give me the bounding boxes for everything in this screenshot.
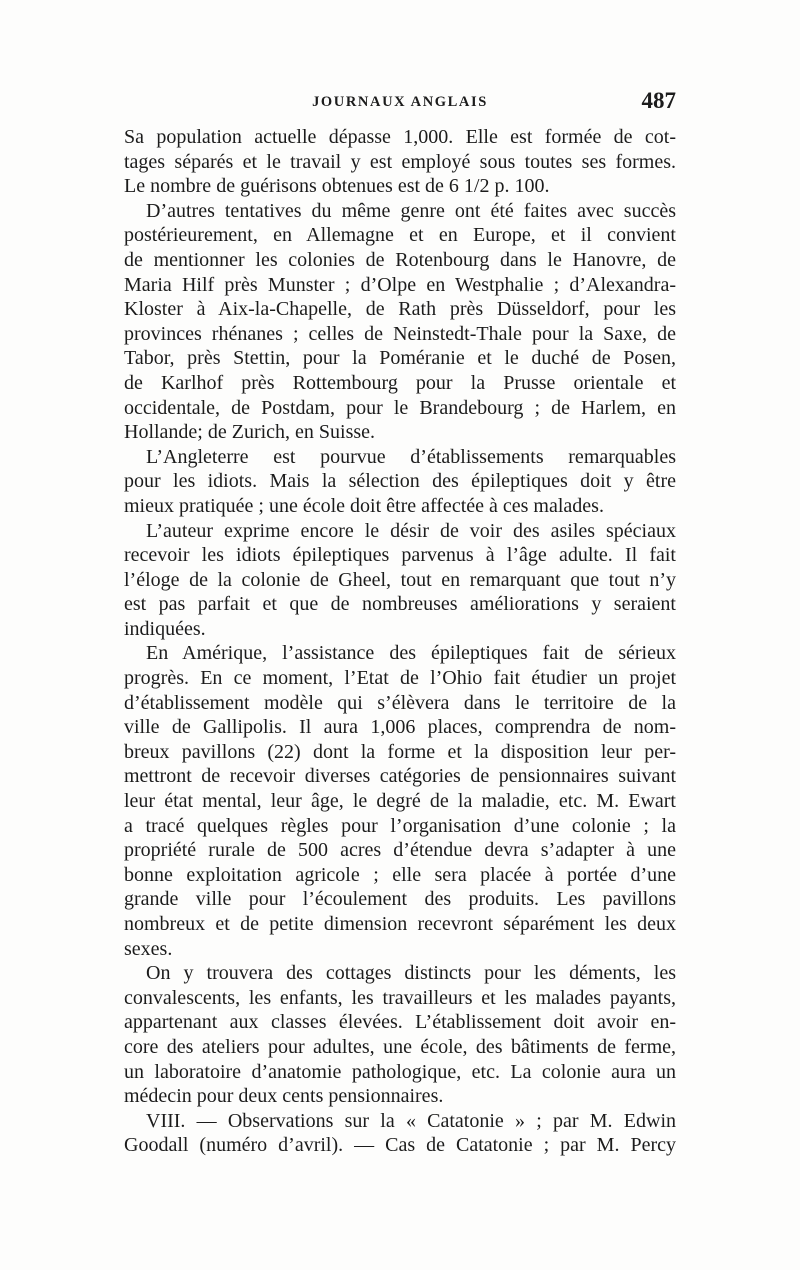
- page-number: 487: [641, 88, 676, 113]
- text-line: l’éloge de la colonie de Gheel, tout en remarquant que tout n’y: [124, 568, 676, 591]
- text-line: appartenant aux classes élevées. L’établissement doit avoir en-: [124, 1011, 676, 1034]
- text-line: Sa population actuelle dépasse 1,000. Elle est formée de cot-: [124, 126, 676, 148]
- text-line: Goodall (numéro d’avril). — Cas de Catatonie ; par M. Percy: [124, 1134, 676, 1157]
- text-line: nombreux et de petite dimension recevront séparément les deux: [124, 913, 676, 935]
- text-line: est pas parfait et que de nombreuses améliorations y seraient: [124, 593, 676, 616]
- text-line: progrès. En ce moment, l’Etat de l’Ohio fait étudier un projet: [124, 667, 676, 690]
- text-line: Kloster à Aix-la-Chapelle, de Rath près Düsseldorf, pour les: [124, 298, 676, 321]
- text-line: sexes.: [124, 937, 173, 960]
- text-line: de mentionner les colonies de Rotenbourg dans le Hanovre, de: [124, 248, 676, 271]
- text-line: breux pavillons (22) dont la forme et la disposition leur per-: [124, 740, 676, 763]
- text-line: a tracé quelques règles pour l’organisation d’une colonie ; la: [124, 814, 676, 837]
- text-line: Hollande; de Zurich, en Suisse.: [124, 421, 376, 444]
- text-line: ville de Gallipolis. Il aura 1,006 places, comprendra de nom-: [124, 716, 676, 739]
- text-line: D’autres tentatives du même genre ont été faites avec succès: [146, 199, 676, 222]
- text-line: Tabor, près Stettin, pour la Poméranie et le duché de Posen,: [124, 347, 676, 370]
- text-line: propriété rurale de 500 acres d’étendue devra s’adapter à une: [124, 839, 676, 862]
- text-line: un laboratoire d’anatomie pathologique, etc. La colonie aura un: [124, 1060, 676, 1083]
- running-head: [124, 88, 676, 122]
- text-line: de Karlhof près Rottembourg pour la Prusse orientale et: [124, 371, 676, 394]
- text-line: convalescents, les enfants, les travailleurs et les malades payants,: [124, 986, 676, 1009]
- text-line: occidentale, de Postdam, pour le Brandebourg ; de Harlem, en: [124, 396, 676, 419]
- text-line: En Amérique, l’assistance des épileptiques fait de sérieux: [146, 642, 676, 665]
- text-line: Le nombre de guérisons obtenues est de 6 1/2 p. 100.: [124, 175, 550, 198]
- text-line: core des ateliers pour adultes, une école, des bâtiments de ferme,: [124, 1035, 676, 1058]
- text-line: On y trouvera des cottages distincts pour les déments, les: [146, 962, 676, 985]
- text-line: provinces rhénanes ; celles de Neinstedt-Thale pour la Saxe, de: [124, 322, 676, 345]
- body-text: [124, 125, 676, 1158]
- text-line: tages séparés et le travail y est employé sous toutes ses formes.: [124, 150, 676, 173]
- running-title: JOURNAUX ANGLAIS: [312, 94, 488, 110]
- text-line: médecin pour deux cents pensionnaires.: [124, 1085, 444, 1108]
- text-line: bonne exploitation agricole ; elle sera placée à portée d’une: [124, 863, 676, 886]
- text-line: grande ville pour l’écoulement des produits. Les pavillons: [124, 888, 676, 911]
- text-line: d’établissement modèle qui s’élèvera dans le territoire de la: [124, 691, 676, 714]
- text-line: L’Angleterre est pourvue d’établissements remarquables: [146, 445, 676, 468]
- text-line: postérieurement, en Allemagne et en Europe, et il convient: [124, 224, 676, 247]
- text-line: L’auteur exprime encore le désir de voir des asiles spéciaux: [146, 519, 676, 542]
- text-line: pour les idiots. Mais la sélection des épileptiques doit y être: [124, 470, 676, 493]
- text-line: recevoir les idiots épileptiques parvenus à l’âge adulte. Il fait: [124, 544, 676, 567]
- text-line: leur état mental, leur âge, le degré de la maladie, etc. M. Ewart: [124, 790, 676, 813]
- text-line: mieux pratiquée ; une école doit être affectée à ces malades.: [124, 494, 604, 517]
- text-line: mettront de recevoir diverses catégories de pensionnaires suivant: [124, 765, 676, 788]
- text-line: VIII. — Observations sur la « Catatonie » ; par M. Edwin: [146, 1109, 676, 1132]
- text-line: Maria Hilf près Munster ; d’Olpe en Westphalie ; d’Alexandra-: [124, 273, 676, 296]
- text-line: indiquées.: [124, 617, 206, 640]
